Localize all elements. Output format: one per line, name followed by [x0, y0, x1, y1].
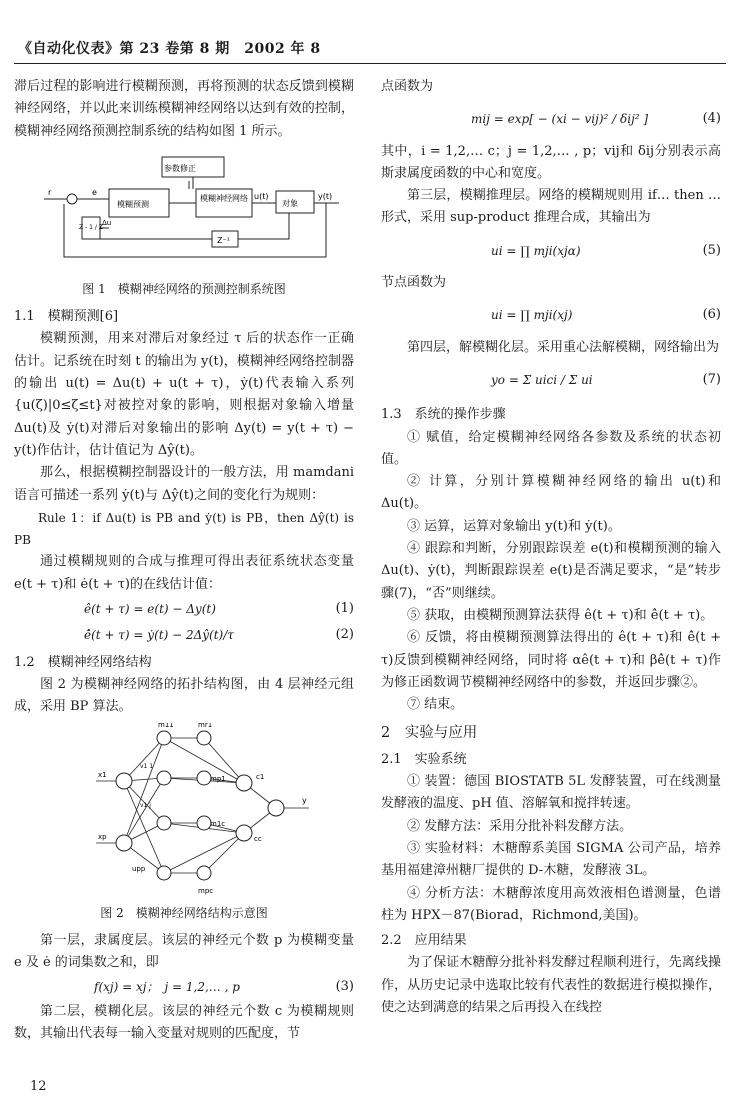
figure-2-caption: 图 2 模糊神经网络结构示意图	[100, 905, 268, 920]
paragraph: 第一层，隶属度层。该层的神经元个数 p 为模糊变量 e 及 ė 的词集数之和，即	[14, 932, 354, 971]
equation-3-body: f(xj) = xj； j = 1,2,… , p	[94, 980, 240, 995]
exp-item-1: ① 装置：德国 BIOSTATB 5L 发酵装置，可在线测量发酵液的温度、pH 值、溶解氧和搅拌转速。	[381, 774, 721, 812]
equation-7-body: yo = Σ uici / Σ ui	[491, 372, 593, 387]
fuzzy-pred-label: 模糊预测	[117, 199, 149, 209]
y-output-label: y	[302, 795, 307, 805]
equation-1-body: ê(t + τ) = e(t) − Δy(t)	[84, 602, 216, 617]
equation-6-number: (6)	[702, 307, 721, 323]
equation-4	[381, 98, 721, 140]
equation-5	[381, 230, 721, 272]
equation-6-body: ui = ∏ mji(xj)	[491, 308, 573, 323]
paragraph: 其中，i = 1,2,… c；j = 1,2,… , p；vij和 δij分别表示高斯隶属度函数的中心和宽度。	[381, 143, 721, 181]
exp-item-2: ② 发酵方法：采用分批补料发酵方法。	[407, 818, 633, 834]
equation-7	[381, 359, 721, 401]
equation-2	[14, 622, 354, 648]
y-label: y(t)	[318, 191, 333, 201]
left-column	[14, 76, 354, 1045]
paragraph: 第四层，解模糊化层。采用重心法解模糊，网络输出为	[407, 339, 720, 355]
paragraph: 通过模糊规则的合成与推理可得出表征系统状态变量 e(t + τ)和 ė(t + τ)的在线估计值：	[14, 554, 354, 592]
step-4: ④ 跟踪和判断，分别跟踪误差 e(t)和模糊预测的输入 Δu(t)、ẏ(t)，判断跟踪误差 e(t)是否满足要求，“是”转步骤(7)，“否”则继续。	[381, 541, 721, 601]
delay-label: Z - 1 / Z	[79, 223, 103, 231]
paragraph: 那么，根据模糊控制器设计的一般方法，用 mamdani 语言可描述一系列 ẏ(t)与 Δŷ(t)之间的变化行为规则：	[14, 465, 354, 503]
right-column	[381, 76, 721, 1019]
u-label: u(t)	[254, 191, 269, 201]
section-2-1: 2.1 实验系统	[381, 751, 467, 767]
m1c-label: m1c	[210, 819, 226, 828]
equation-3-number: (3)	[335, 979, 354, 995]
v1j-label: v1 j	[140, 801, 151, 809]
z-inv-label: Z⁻¹	[217, 235, 230, 245]
equation-5-number: (5)	[702, 242, 721, 258]
rule-text: Rule 1：if Δu(t) is PB and ẏ(t) is PB，then Δŷ(t) is PB	[14, 510, 354, 548]
paragraph: 模糊预测，用来对滞后对象经过 τ 后的状态作一正确估计。记系统在时刻 t 的输出为 y(t)，模糊神经网络控制器的输出 u(t) = Δu(t) + u(t + τ)，ẏ(t)代表输入系列 {u(ζ)|0≤ζ≤t}对被控对象的影响，则根据对象输入增量 Δu(t)及 ẏ(t)对滞后对象输出的影响 Δy(t) = y(t + τ) − y(t)作估计，估计值记为 Δŷ(t)。	[14, 331, 354, 458]
paragraph: 第二层，模糊化层。该层的神经元个数 c 为模糊规则数，其输出代表每一输入变量对规则的匹配度，节	[14, 1003, 354, 1042]
equation-7-number: (7)	[702, 371, 721, 387]
equation-2-body: ê̇(t + τ) = ẏ(t) − 2Δŷ(t)/τ	[84, 628, 234, 643]
c1-label: c1	[256, 772, 265, 781]
mp1-label: mp1	[210, 774, 226, 783]
paragraph: 为了保证木糖醇分批补料发酵过程顺利进行，先离线操作，从历史记录中选取比较有代表性的数据进行模拟操作，使之达到满意的结果之后再投入在线控	[381, 955, 721, 1015]
equation-2-number: (2)	[335, 627, 354, 643]
cc-label: cc	[254, 834, 262, 843]
section-2: 2 实验与应用	[381, 725, 478, 742]
e-label: e	[92, 187, 97, 197]
param-label: 参数修正	[164, 163, 196, 173]
paragraph: 节点函数为	[381, 275, 447, 291]
page-number: 12	[30, 1079, 47, 1094]
equation-4-number: (4)	[702, 111, 721, 127]
upp-label: upp	[132, 864, 146, 873]
section-1-2: 1.2 模糊神经网络结构	[14, 654, 152, 670]
step-6: ⑥ 反馈，将由模糊预测算法得出的 ê(t + τ)和 ê̇(t + τ)反馈到模糊神经网络，同时将 αê(t + τ)和 βê̇(t + τ)作为修正函数调节模糊神经网络中的参数，并返回步骤②。	[381, 630, 721, 690]
journal-header: 《自动化仪表》第 23 卷第 8 期 2002 年 8	[18, 41, 321, 57]
equation-6	[381, 294, 721, 336]
step-5: ⑤ 获取，由模糊预测算法获得 ê(t + τ)和 ê̇(t + τ)。	[407, 607, 714, 623]
section-2-2: 2.2 应用结果	[381, 933, 467, 949]
paragraph: 滞后过程的影响进行模糊预测，再将预测的状态反馈到模糊神经网络，并以此来训练模糊神经网络以达到有效的控制，模糊神经网络预测控制系统的结构如图 1 所示。	[14, 79, 354, 139]
figure-2-network	[14, 723, 354, 898]
equation-3	[14, 974, 354, 1000]
fnn-label: 模糊神经网络	[200, 193, 248, 203]
paragraph: 点函数为	[381, 79, 434, 94]
mr1-label: mr1	[198, 722, 213, 729]
object-label: 对象	[282, 198, 298, 208]
exp-item-4: ④ 分析方法：木糖醇浓度用高效液相色谱测量，色谱柱为 HPX－87(Biorad，Richmond,美国)。	[381, 885, 721, 923]
exp-item-3: ③ 实验材料：木糖醇系美国 SIGMA 公司产品，培养基用福建漳州糖厂提供的 D-木糖，发酵液 3L。	[381, 840, 721, 879]
step-7: ⑦ 结束。	[407, 697, 464, 713]
v11-label: v1 1	[140, 762, 154, 770]
equation-1	[14, 596, 354, 622]
section-1-1: 1.1 模糊预测[6]	[14, 309, 119, 325]
step-3: ③ 运算，运算对象输出 y(t)和 ẏ(t)。	[407, 518, 621, 534]
figure-1-caption: 图 1 模糊神经网络的预测控制系统图	[82, 281, 286, 296]
xp-label: xp	[98, 832, 107, 841]
equation-4-body: mij = exp[ − (xi − vij)² / δij² ]	[471, 112, 649, 127]
equation-5-body: ui = ∏ mji(xjα)	[491, 243, 581, 258]
r-label: r	[48, 187, 52, 197]
step-1: ① 赋值，给定模糊神经网络各参数及系统的状态初值。	[381, 429, 721, 467]
mpc-label: mpc	[198, 886, 214, 895]
du-label: Δu	[102, 218, 112, 227]
header-rule	[14, 63, 726, 64]
step-2: ② 计算，分别计算模糊神经网络的输出 u(t)和 Δu(t)。	[381, 474, 721, 512]
equation-1-number: (1)	[335, 601, 354, 617]
figure-1-block-diagram	[14, 149, 354, 274]
paragraph: 图 2 为模糊神经网络的拓扑结构图，由 4 层神经元组成，采用 BP 算法。	[14, 676, 354, 715]
section-1-3: 1.3 系统的操作步骤	[381, 407, 506, 423]
paragraph: 第三层，模糊推理层。网络的模糊规则用 if… then … 形式，采用 sup-product 推理合成，其输出为	[381, 188, 721, 226]
x1-label: x1	[98, 770, 107, 779]
m11-label: m11	[158, 722, 174, 729]
